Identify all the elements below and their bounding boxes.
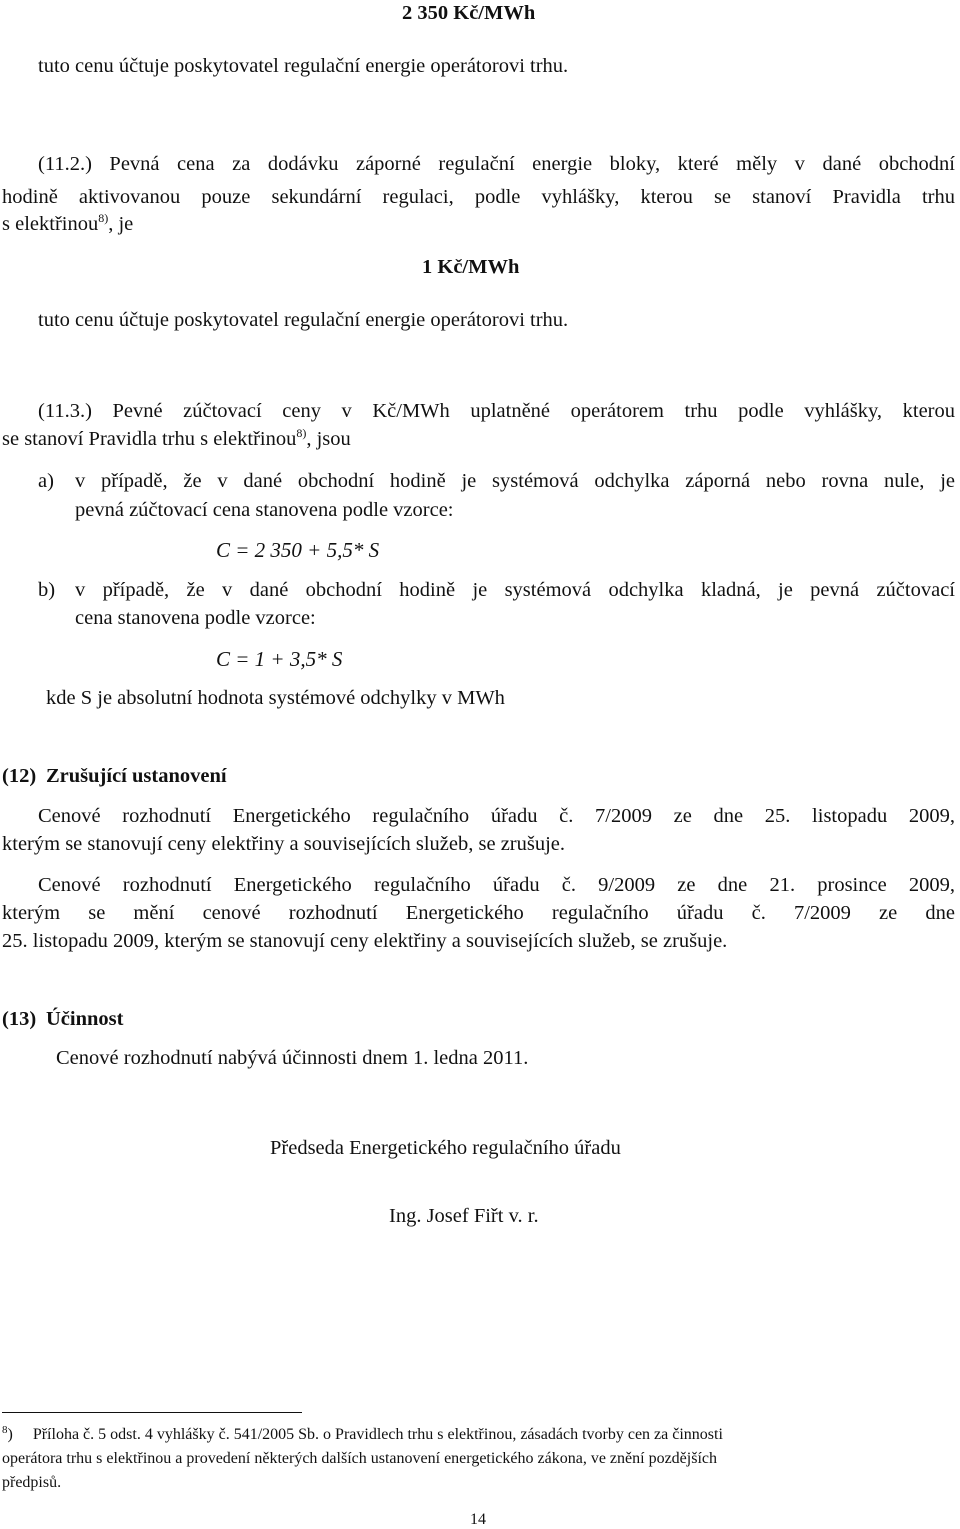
sec-12-number: (12) bbox=[2, 765, 37, 787]
sec-13-number: (13) bbox=[2, 1008, 37, 1030]
page-number: 14 bbox=[470, 1511, 486, 1528]
item-b-line-1: v případě, že v dané obchodní hodině je systémová odchylka kladná, je pevná zúčtovací bbox=[75, 579, 955, 601]
sec-11-3-line-2 bbox=[2, 428, 351, 451]
sec-11-3-line-2-text: se stanoví Pravidla trhu s elektřinou bbox=[2, 428, 297, 450]
item-b-line-2: cena stanovena podle vzorce: bbox=[75, 607, 316, 629]
sec-11-3-line-1: (11.3.) Pevné zúčtovací ceny v Kč/MWh uplatněné operátorem trhu podle vyhlášky, kterou bbox=[38, 400, 955, 422]
item-a-marker: a) bbox=[38, 470, 54, 492]
footnote-line-3: předpisů. bbox=[2, 1474, 62, 1491]
sec-12-p1-line-1: Cenové rozhodnutí Energetického regulačního úřadu č. 7/2009 ze dne 25. listopadu 2009, bbox=[38, 805, 955, 827]
footnote-mark-paren: ) bbox=[7, 1426, 13, 1443]
sec-13-title: Účinnost bbox=[46, 1008, 124, 1030]
sec-11-3-line-2-tail: , jsou bbox=[306, 428, 351, 450]
item-b-marker: b) bbox=[38, 579, 56, 601]
footnote-line-1-text: Příloha č. 5 odst. 4 vyhlášky č. 541/2005 Sb. o Pravidlech trhu s elektřinou, zásadách tvorby cen za činnosti bbox=[32, 1426, 723, 1443]
footnote-rule bbox=[2, 1412, 302, 1413]
item-a-line-1: v případě, že v dané obchodní hodině je systémová odchylka záporná nebo rovna nule, je bbox=[75, 470, 955, 492]
signature-name: Ing. Josef Fiřt v. r. bbox=[389, 1205, 539, 1227]
footnote-line-1 bbox=[2, 1426, 723, 1444]
sec-12-title: Zrušující ustanovení bbox=[46, 765, 227, 787]
footnote-ref: 8) bbox=[98, 211, 109, 225]
footnote-ref: 8) bbox=[296, 426, 307, 440]
footnote-mark: 8 bbox=[2, 1424, 8, 1436]
sec-12-p1-line-2: kterým se stanovují ceny elektřiny a souvisejících služeb, se zrušuje. bbox=[2, 833, 566, 855]
formula-b: C = 1 + 3,5* S bbox=[216, 647, 343, 671]
where-line: kde S je absolutní hodnota systémové odchylky v MWh bbox=[46, 687, 505, 709]
sec-11-2-line-2: hodině aktivovanou pouze sekundární regulaci, podle vyhlášky, kterou se stanoví Pravidla trhu bbox=[2, 186, 955, 208]
sec-11-2-line-3-text: s elektřinou bbox=[2, 213, 99, 235]
sec-11-2-line-1: (11.2.) Pevná cena za dodávku záporné regulační energie bloky, které měly v dané obchodní bbox=[38, 153, 955, 175]
footnote-line-2: operátora trhu s elektřinou a provedení některých dalších ustanovení energetického zákona, ve znění pozdějších bbox=[2, 1450, 717, 1467]
charge-line-1: tuto cenu účtuje poskytovatel regulační energie operátorovi trhu. bbox=[38, 55, 569, 77]
signature-role: Předseda Energetického regulačního úřadu bbox=[270, 1137, 621, 1159]
price-top: 2 350 Kč/MWh bbox=[402, 2, 536, 24]
sec-11-2-charge: tuto cenu účtuje poskytovatel regulační energie operátorovi trhu. bbox=[38, 309, 569, 331]
sec-11-2-line-3 bbox=[2, 213, 133, 236]
formula-a: C = 2 350 + 5,5* S bbox=[216, 538, 380, 562]
sec-12-p2-line-1: Cenové rozhodnutí Energetického regulačního úřadu č. 9/2009 ze dne 21. prosince 2009, bbox=[38, 874, 955, 896]
item-a-line-2: pevná zúčtovací cena stanovena podle vzorce: bbox=[75, 499, 454, 521]
sec-12-p2-line-2: kterým se mění cenové rozhodnutí Energetického regulačního úřadu č. 7/2009 ze dne bbox=[2, 902, 955, 924]
sec-12-p2-line-3: 25. listopadu 2009, kterým se stanovují ceny elektřiny a souvisejících služeb, se zrušuje. bbox=[2, 930, 728, 952]
sec-13-text: Cenové rozhodnutí nabývá účinnosti dnem 1. ledna 2011. bbox=[56, 1047, 529, 1069]
sec-11-2-line-3-tail: , je bbox=[108, 213, 134, 235]
sec-11-2-price: 1 Kč/MWh bbox=[422, 256, 520, 278]
